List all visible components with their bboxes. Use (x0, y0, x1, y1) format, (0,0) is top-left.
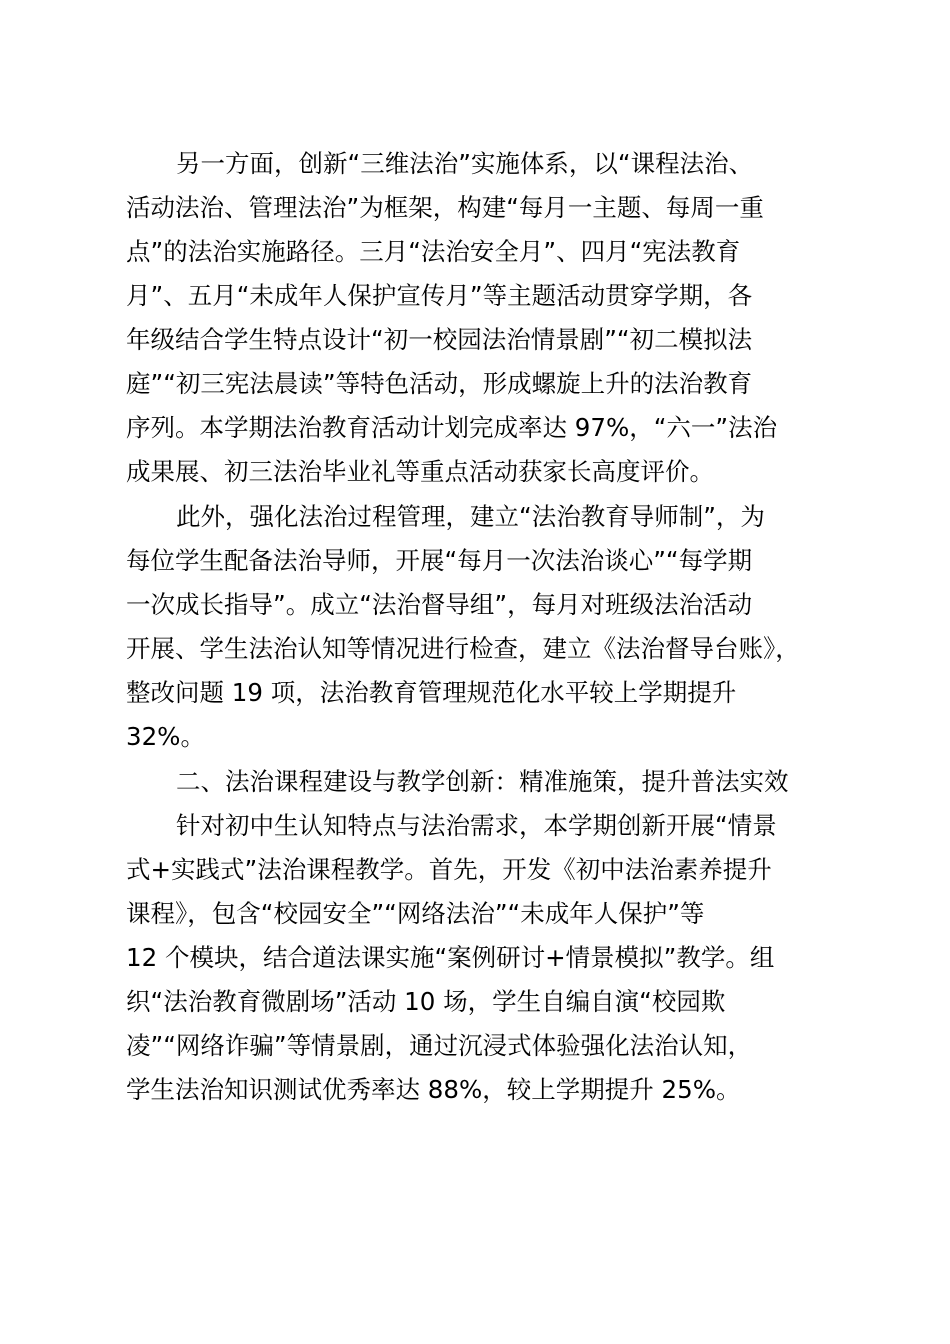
paragraph-2-line-3: 一次成长指导”。成立“法治督导组”，每月对班级法治活动 (126, 590, 753, 619)
paragraph-1-line-7: 序列。本学期法治教育活动计划完成率达 97%，“六一”法治 (126, 413, 778, 442)
paragraph-2-line-2: 每位学生配备法治导师，开展“每月一次法治谈心”“每学期 (126, 546, 753, 575)
paragraph-1-line-1: 另一方面，创新“三维法治”实施体系，以“课程法治、 (176, 149, 754, 178)
paragraph-1-line-2: 活动法治、管理法治”为框架，构建“每月一主题、每周一重 (126, 193, 764, 222)
paragraph-3-line-1: 针对初中生认知特点与法治需求，本学期创新开展“情景 (176, 811, 777, 840)
paragraph-3-line-5: 织“法治教育微剧场”活动 10 场，学生自编自演“校园欺 (126, 987, 726, 1016)
paragraph-3-line-6: 凌”“网络诈骗”等情景剧，通过沉浸式体验强化法治认知， (126, 1031, 753, 1060)
paragraph-2-line-1: 此外，强化法治过程管理，建立“法治教育导师制”，为 (176, 502, 765, 531)
paragraph-3-line-4: 12 个模块，结合道法课实施“案例研讨+情景模拟”教学。组 (126, 943, 775, 972)
paragraph-1-line-4: 月”、五月“未成年人保护宣传月”等主题活动贯穿学期，各 (126, 281, 753, 310)
paragraph-1-line-8: 成果展、初三法治毕业礼等重点活动获家长高度评价。 (126, 457, 714, 486)
paragraph-2-line-4: 开展、学生法治认知等情况进行检查，建立《法治督导台账》， (126, 634, 800, 663)
paragraph-3-line-2: 式+实践式”法治课程教学。首先，开发《初中法治素养提升 (126, 855, 772, 884)
paragraph-1-line-5: 年级结合学生特点设计“初一校园法治情景剧”“初二模拟法 (126, 325, 753, 354)
paragraph-3-line-7: 学生法治知识测试优秀率达 88%，较上学期提升 25%。 (126, 1075, 741, 1104)
paragraph-2-line-6: 32%。 (126, 722, 205, 751)
paragraph-1-line-6: 庭”“初三宪法晨读”等特色活动，形成螺旋上升的法治教育 (126, 369, 753, 398)
paragraph-1-line-3: 点”的法治实施路径。三月“法治安全月”、四月“宪法教育 (126, 237, 741, 266)
paragraph-3-line-3: 课程》，包含“校园安全”“网络法治”“未成年人保护”等 (126, 899, 705, 928)
paragraph-2-line-5: 整改问题 19 项，法治教育管理规范化水平较上学期提升 (126, 678, 737, 707)
section-heading: 二、法治课程建设与教学创新：精准施策，提升普法实效 (176, 767, 789, 796)
